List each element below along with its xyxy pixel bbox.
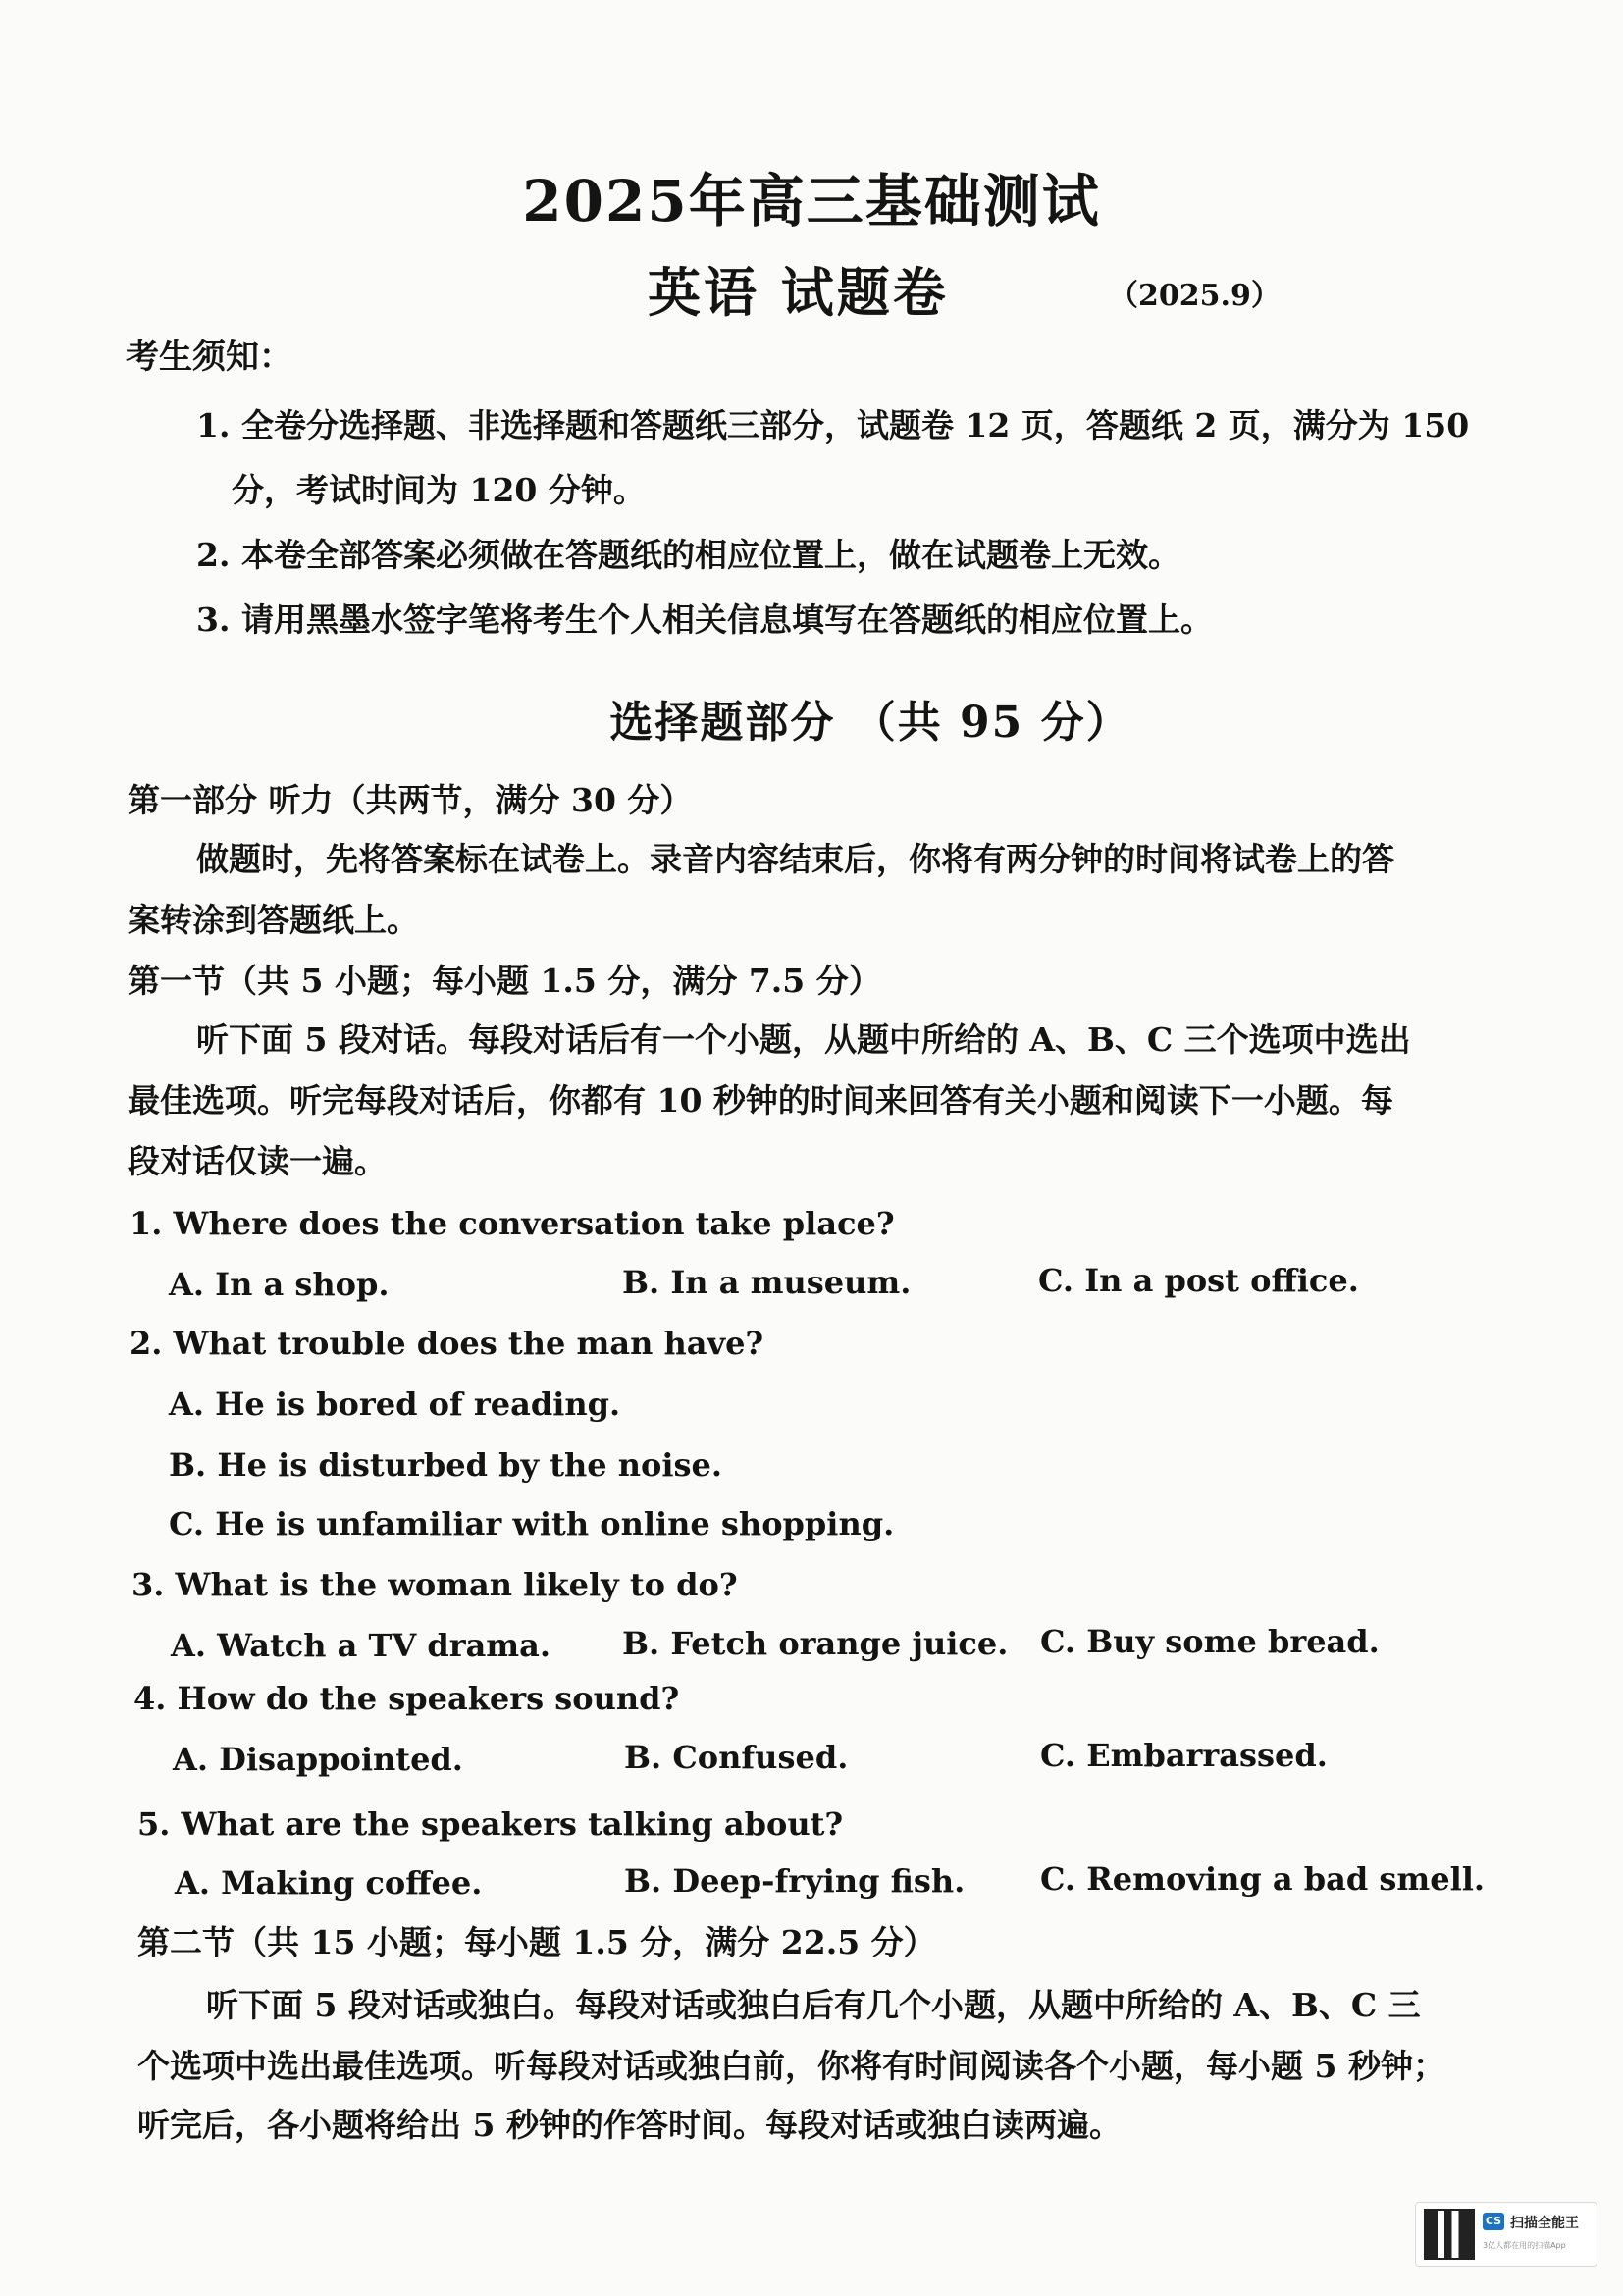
section2-instruction: 听下面 5 段对话或独白。每段对话或独白后有几个小题，从题中所给的 A、B、C 三 <box>206 1986 1421 2024</box>
notice-item-1-cont: 分，考试时间为 120 分钟。 <box>232 471 646 509</box>
camscanner-logo-icon: CS <box>1483 2213 1504 2230</box>
question-2-option-c: C. He is unfamiliar with online shopping. <box>169 1505 895 1542</box>
question-4-option-c: C. Embarrassed. <box>1040 1737 1328 1774</box>
notice-item-1: 1. 全卷分选择题、非选择题和答题纸三部分，试题卷 12 页，答题纸 2 页，满分为 150 <box>196 406 1470 444</box>
notice-item-2: 2. 本卷全部答案必须做在答题纸的相应位置上，做在试题卷上无效。 <box>196 536 1180 574</box>
question-2-option-b: B. He is disturbed by the noise. <box>169 1446 723 1484</box>
part1-heading: 第一部分 听力（共两节，满分 30 分） <box>128 781 693 819</box>
question-3-option-a: A. Watch a TV drama. <box>171 1627 551 1664</box>
question-4: 4. How do the speakers sound? <box>133 1680 680 1717</box>
notice-heading: 考生须知： <box>126 338 292 377</box>
section1-instruction-end: 段对话仅读一遍。 <box>128 1142 387 1180</box>
question-1-option-c: C. In a post office. <box>1038 1262 1359 1299</box>
question-3-option-c: C. Buy some bread. <box>1040 1623 1380 1660</box>
section1-instruction: 听下面 5 段对话。每段对话后有一个小题，从题中所给的 A、B、C 三个选项中选出 <box>196 1020 1411 1059</box>
section1-instruction-cont: 最佳选项。听完每段对话后，你都有 10 秒钟的时间来回答有关小题和阅读下一小题。每 <box>128 1081 1393 1120</box>
section2-heading: 第二节（共 15 小题；每小题 1.5 分，满分 22.5 分） <box>137 1923 936 1961</box>
exam-date: （2025.9） <box>1109 279 1281 313</box>
scanner-tagline: 3亿人都在用的扫描App <box>1483 2241 1566 2250</box>
question-5-option-b: B. Deep-frying fish. <box>624 1862 966 1900</box>
question-4-option-a: A. Disappointed. <box>173 1741 463 1778</box>
question-2: 2. What trouble does the man have? <box>130 1325 764 1362</box>
question-1-option-b: B. In a museum. <box>622 1264 912 1301</box>
section2-instruction-cont: 个选项中选出最佳选项。听每段对话或独白前，你将有时间阅读各个小题，每小题 5 秒钟； <box>137 2047 1445 2085</box>
notice-item-3: 3. 请用黑墨水签字笔将考生个人相关信息填写在答题纸的相应位置上。 <box>196 600 1213 639</box>
section-heading: 选择题部分 （共 95 分） <box>609 698 1131 748</box>
question-5-option-c: C. Removing a bad smell. <box>1040 1860 1486 1898</box>
section2-instruction-end: 听完后，各小题将给出 5 秒钟的作答时间。每段对话或独白读两遍。 <box>137 2106 1122 2144</box>
question-3: 3. What is the woman likely to do? <box>131 1566 738 1603</box>
question-5-option-a: A. Making coffee. <box>175 1864 483 1902</box>
part1-instruction-cont: 案转涂到答题纸上。 <box>128 901 419 939</box>
question-4-option-b: B. Confused. <box>624 1739 849 1776</box>
question-1: 1. Where does the conversation take place? <box>130 1205 895 1242</box>
scanner-app-name: 扫描全能王 <box>1510 2216 1579 2231</box>
question-1-option-a: A. In a shop. <box>169 1266 390 1303</box>
question-2-option-a: A. He is bored of reading. <box>169 1385 621 1423</box>
exam-subtitle: 英语 试题卷 <box>648 261 949 324</box>
question-5: 5. What are the speakers talking about? <box>137 1805 844 1843</box>
part1-instruction: 做题时，先将答案标在试卷上。录音内容结束后，你将有两分钟的时间将试卷上的答 <box>196 840 1394 878</box>
question-3-option-b: B. Fetch orange juice. <box>622 1625 1009 1662</box>
qr-code-icon <box>1424 2209 1475 2260</box>
exam-title: 2025年高三基础测试 <box>522 168 1101 235</box>
section1-heading: 第一节（共 5 小题；每小题 1.5 分，满分 7.5 分） <box>128 962 881 1000</box>
scanner-watermark <box>1415 2202 1597 2267</box>
